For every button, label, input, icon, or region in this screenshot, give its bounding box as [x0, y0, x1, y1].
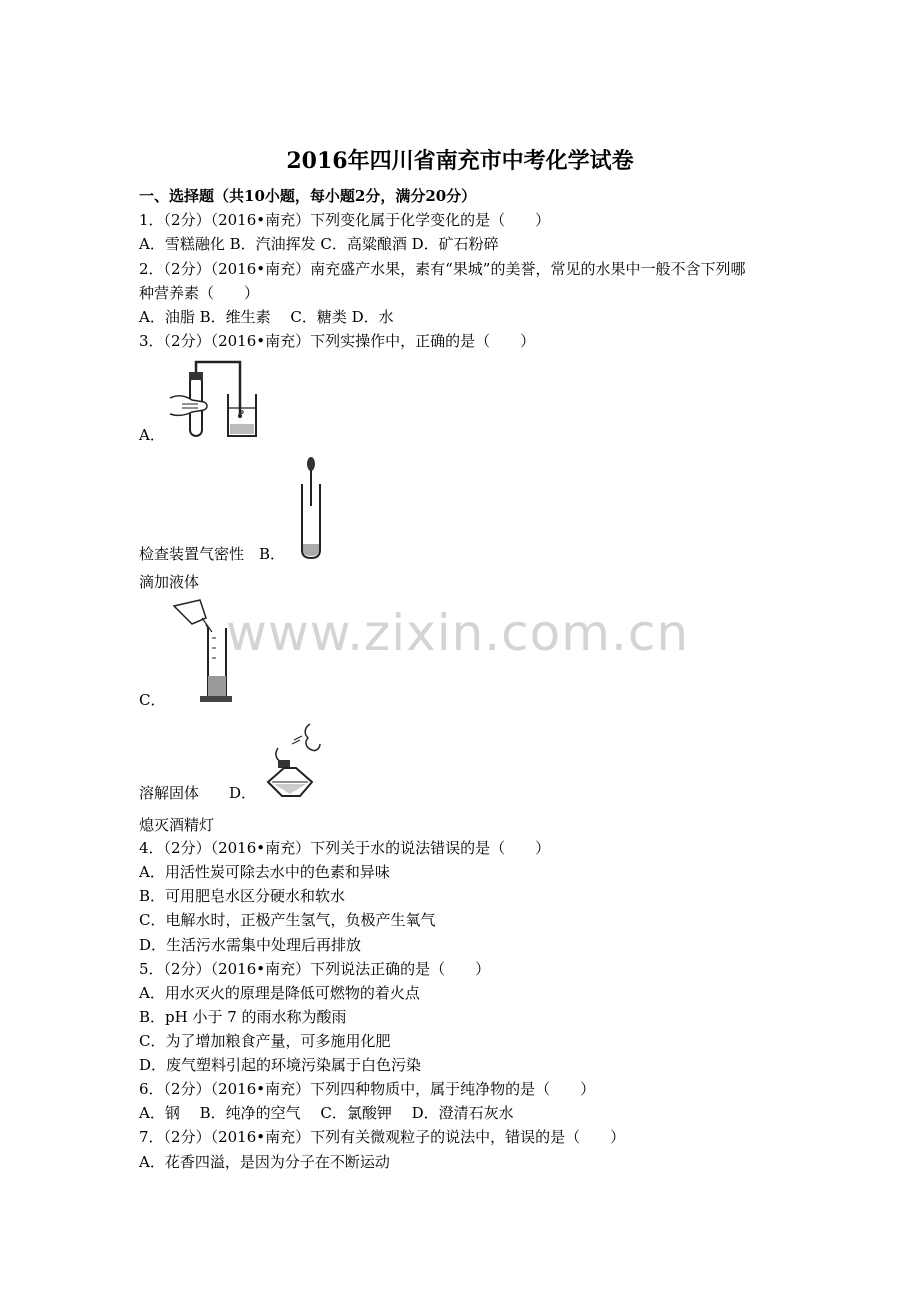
option-a-label: A．	[139, 426, 165, 444]
question-6-options: A．钢 B．纯净的空气 C．氯酸钾 D．澄清石灰水	[139, 1104, 514, 1122]
question-1-options: A．雪糕融化 B．汽油挥发 C．高粱酿酒 D．矿石粉碎	[139, 235, 499, 253]
watermark: www.zixin.com.cn	[226, 604, 690, 662]
question-6-stem: 6．（2分）（2016•南充）下列四种物质中，属于纯净物的是（ ）	[139, 1080, 596, 1098]
question-2-stem-cont: 种营养素（ ）	[139, 284, 260, 302]
figure-c-dissolving-solid	[172, 598, 232, 704]
caption-b: 滴加液体	[139, 573, 200, 591]
question-1-stem: 1．（2分）（2016•南充）下列变化属于化学变化的是（ ）	[139, 211, 551, 229]
question-5-stem: 5．（2分）（2016•南充）下列说法正确的是（ ）	[139, 960, 491, 978]
question-4-stem: 4．（2分）（2016•南充）下列关于水的说法错误的是（ ）	[139, 839, 551, 857]
question-4-option-b: B．可用肥皂水区分硬水和软水	[139, 887, 346, 905]
question-5-option-d: D．废气塑料引起的环境污染属于白色污染	[139, 1056, 422, 1074]
figure-b-dropping-liquid	[296, 456, 326, 560]
question-7-option-a: A．花香四溢，是因为分子在不断运动	[139, 1153, 390, 1171]
caption-c-and-d-label: 溶解固体 D．	[139, 784, 257, 802]
question-4-option-d: D．生活污水需集中处理后再排放	[139, 936, 362, 954]
caption-d: 熄灭酒精灯	[139, 816, 215, 834]
question-7-stem: 7．（2分）（2016•南充）下列有关微观粒子的说法中，错误的是（ ）	[139, 1128, 626, 1146]
question-2-options: A．油脂 B．维生素 C．糖类 D．水	[139, 308, 394, 326]
question-4-option-a: A．用活性炭可除去水中的色素和异味	[139, 863, 390, 881]
section-heading: 一、选择题（共10小题，每小题2分，满分20分）	[139, 187, 477, 205]
option-c-label: C．	[139, 691, 166, 709]
question-5-option-a: A．用水灭火的原理是降低可燃物的着火点	[139, 984, 420, 1002]
figure-d-blowing-alcohol-lamp	[264, 722, 328, 800]
exam-title: 2016年四川省南充市中考化学试卷	[286, 148, 634, 174]
figure-a-airtightness-check	[168, 358, 268, 440]
question-4-option-c: C．电解水时，正极产生氢气，负极产生氧气	[139, 911, 436, 929]
caption-a-and-b-label: 检查装置气密性 B．	[139, 545, 286, 563]
question-2-stem: 2．（2分）（2016•南充）南充盛产水果，素有“果城”的美誉，常见的水果中一般不含下列哪	[139, 260, 746, 278]
question-5-option-b: B．pH 小于 7 的雨水称为酸雨	[139, 1008, 347, 1026]
question-3-stem: 3．（2分）（2016•南充）下列实操作中，正确的是（ ）	[139, 332, 536, 350]
question-5-option-c: C．为了增加粮食产量，可多施用化肥	[139, 1032, 391, 1050]
